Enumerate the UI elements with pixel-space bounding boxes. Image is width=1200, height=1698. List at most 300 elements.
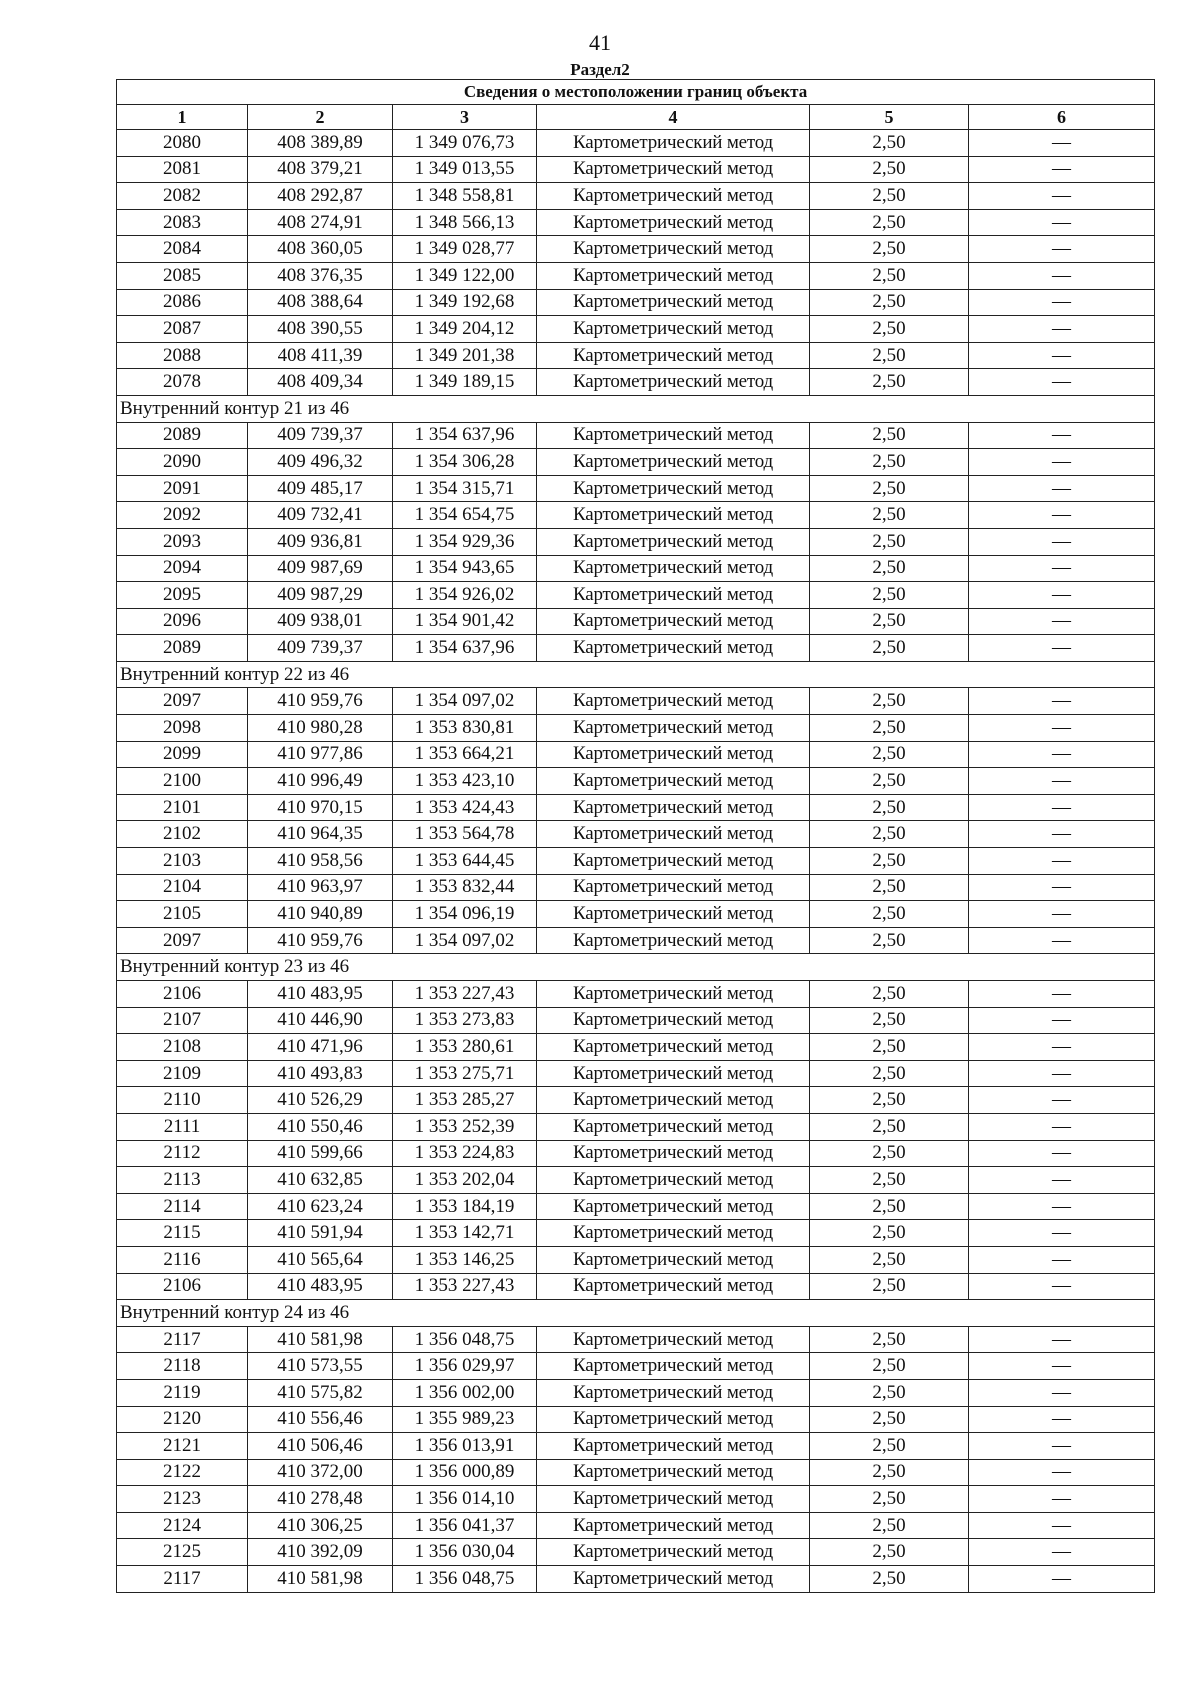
note-cell: — xyxy=(969,794,1155,821)
table-row xyxy=(117,688,1155,715)
coordinate-x-cell: 408 409,34 xyxy=(248,369,393,396)
point-number-cell: 2106 xyxy=(117,1273,248,1300)
coordinate-y-cell: 1 353 142,71 xyxy=(393,1220,537,1247)
accuracy-cell: 2,50 xyxy=(810,715,969,742)
table-row xyxy=(117,1486,1155,1513)
note-cell: — xyxy=(969,1326,1155,1353)
coordinate-y-cell: 1 353 227,43 xyxy=(393,981,537,1008)
note-cell: — xyxy=(969,608,1155,635)
method-cell: Картометрический метод xyxy=(537,528,810,555)
point-number-cell: 2108 xyxy=(117,1034,248,1061)
note-cell: — xyxy=(969,741,1155,768)
note-cell: — xyxy=(969,1406,1155,1433)
note-cell: — xyxy=(969,1034,1155,1061)
note-cell: — xyxy=(969,901,1155,928)
table-row xyxy=(117,1007,1155,1034)
accuracy-cell: 2,50 xyxy=(810,1273,969,1300)
table-row xyxy=(117,1512,1155,1539)
method-cell: Картометрический метод xyxy=(537,1246,810,1273)
table-row xyxy=(117,449,1155,476)
coordinate-y-cell: 1 356 030,04 xyxy=(393,1539,537,1566)
accuracy-cell: 2,50 xyxy=(810,528,969,555)
coordinate-x-cell: 410 483,95 xyxy=(248,981,393,1008)
accuracy-cell: 2,50 xyxy=(810,1486,969,1513)
coordinate-y-cell: 1 354 926,02 xyxy=(393,582,537,609)
table-row xyxy=(117,1566,1155,1593)
coordinate-y-cell: 1 348 558,81 xyxy=(393,183,537,210)
method-cell: Картометрический метод xyxy=(537,1034,810,1061)
point-number-cell: 2090 xyxy=(117,449,248,476)
coordinate-x-cell: 410 575,82 xyxy=(248,1379,393,1406)
method-cell: Картометрический метод xyxy=(537,1140,810,1167)
coordinate-x-cell: 409 938,01 xyxy=(248,608,393,635)
accuracy-cell: 2,50 xyxy=(810,475,969,502)
method-cell: Картометрический метод xyxy=(537,1566,810,1593)
point-number-cell: 2114 xyxy=(117,1193,248,1220)
point-number-cell: 2081 xyxy=(117,156,248,183)
coordinate-y-cell: 1 356 013,91 xyxy=(393,1433,537,1460)
accuracy-cell: 2,50 xyxy=(810,635,969,662)
coordinate-y-cell: 1 354 096,19 xyxy=(393,901,537,928)
table-row xyxy=(117,1326,1155,1353)
point-number-cell: 2097 xyxy=(117,688,248,715)
column-header: 2 xyxy=(248,105,393,130)
note-cell: — xyxy=(969,981,1155,1008)
method-cell: Картометрический метод xyxy=(537,289,810,316)
coordinate-x-cell: 408 390,55 xyxy=(248,316,393,343)
table-row xyxy=(117,1273,1155,1300)
coordinate-y-cell: 1 355 989,23 xyxy=(393,1406,537,1433)
coordinate-y-cell: 1 353 184,19 xyxy=(393,1193,537,1220)
note-cell: — xyxy=(969,1566,1155,1593)
point-number-cell: 2093 xyxy=(117,528,248,555)
point-number-cell: 2112 xyxy=(117,1140,248,1167)
method-cell: Картометрический метод xyxy=(537,1486,810,1513)
point-number-cell: 2097 xyxy=(117,927,248,954)
accuracy-cell: 2,50 xyxy=(810,1459,969,1486)
method-cell: Картометрический метод xyxy=(537,1539,810,1566)
column-header: 5 xyxy=(810,105,969,130)
note-cell: — xyxy=(969,130,1155,157)
coordinate-y-cell: 1 349 201,38 xyxy=(393,342,537,369)
coordinate-x-cell: 410 392,09 xyxy=(248,1539,393,1566)
note-cell: — xyxy=(969,342,1155,369)
coordinate-x-cell: 410 977,86 xyxy=(248,741,393,768)
point-number-cell: 2096 xyxy=(117,608,248,635)
method-cell: Картометрический метод xyxy=(537,874,810,901)
point-number-cell: 2113 xyxy=(117,1167,248,1194)
point-number-cell: 2106 xyxy=(117,981,248,1008)
method-cell: Картометрический метод xyxy=(537,794,810,821)
coordinate-x-cell: 408 411,39 xyxy=(248,342,393,369)
coordinate-y-cell: 1 354 315,71 xyxy=(393,475,537,502)
note-cell: — xyxy=(969,1007,1155,1034)
method-cell: Картометрический метод xyxy=(537,741,810,768)
note-cell: — xyxy=(969,475,1155,502)
point-number-cell: 2092 xyxy=(117,502,248,529)
note-cell: — xyxy=(969,1113,1155,1140)
accuracy-cell: 2,50 xyxy=(810,1167,969,1194)
accuracy-cell: 2,50 xyxy=(810,981,969,1008)
accuracy-cell: 2,50 xyxy=(810,289,969,316)
coordinate-x-cell: 410 550,46 xyxy=(248,1113,393,1140)
coordinate-x-cell: 410 591,94 xyxy=(248,1220,393,1247)
accuracy-cell: 2,50 xyxy=(810,209,969,236)
note-cell: — xyxy=(969,502,1155,529)
method-cell: Картометрический метод xyxy=(537,848,810,875)
point-number-cell: 2094 xyxy=(117,555,248,582)
table-row xyxy=(117,209,1155,236)
table-row xyxy=(117,1246,1155,1273)
coordinate-y-cell: 1 349 028,77 xyxy=(393,236,537,263)
coordinate-y-cell: 1 356 002,00 xyxy=(393,1379,537,1406)
note-cell: — xyxy=(969,582,1155,609)
note-cell: — xyxy=(969,1273,1155,1300)
note-cell: — xyxy=(969,1379,1155,1406)
method-cell: Картометрический метод xyxy=(537,768,810,795)
coordinate-y-cell: 1 353 224,83 xyxy=(393,1140,537,1167)
coordinate-y-cell: 1 353 146,25 xyxy=(393,1246,537,1273)
method-cell: Картометрический метод xyxy=(537,369,810,396)
table-row xyxy=(117,1167,1155,1194)
method-cell: Картометрический метод xyxy=(537,901,810,928)
table-row xyxy=(117,528,1155,555)
point-number-cell: 2107 xyxy=(117,1007,248,1034)
coordinate-x-cell: 410 573,55 xyxy=(248,1353,393,1380)
coordinate-y-cell: 1 353 202,04 xyxy=(393,1167,537,1194)
column-header: 6 xyxy=(969,105,1155,130)
point-number-cell: 2109 xyxy=(117,1060,248,1087)
note-cell: — xyxy=(969,555,1155,582)
table-row xyxy=(117,901,1155,928)
accuracy-cell: 2,50 xyxy=(810,582,969,609)
accuracy-cell: 2,50 xyxy=(810,422,969,449)
accuracy-cell: 2,50 xyxy=(810,316,969,343)
table-row xyxy=(117,608,1155,635)
point-number-cell: 2101 xyxy=(117,794,248,821)
point-number-cell: 2117 xyxy=(117,1566,248,1593)
coordinate-y-cell: 1 353 424,43 xyxy=(393,794,537,821)
accuracy-cell: 2,50 xyxy=(810,1220,969,1247)
method-cell: Картометрический метод xyxy=(537,635,810,662)
method-cell: Картометрический метод xyxy=(537,316,810,343)
note-cell: — xyxy=(969,156,1155,183)
note-cell: — xyxy=(969,316,1155,343)
accuracy-cell: 2,50 xyxy=(810,1566,969,1593)
coordinate-y-cell: 1 354 097,02 xyxy=(393,688,537,715)
column-header: 4 xyxy=(537,105,810,130)
table-row xyxy=(117,768,1155,795)
coordinate-y-cell: 1 356 000,89 xyxy=(393,1459,537,1486)
point-number-cell: 2105 xyxy=(117,901,248,928)
coordinate-x-cell: 408 389,89 xyxy=(248,130,393,157)
method-cell: Картометрический метод xyxy=(537,1273,810,1300)
note-cell: — xyxy=(969,927,1155,954)
coordinate-x-cell: 410 471,96 xyxy=(248,1034,393,1061)
point-number-cell: 2088 xyxy=(117,342,248,369)
coordinate-x-cell: 410 964,35 xyxy=(248,821,393,848)
coordinate-x-cell: 410 599,66 xyxy=(248,1140,393,1167)
accuracy-cell: 2,50 xyxy=(810,874,969,901)
table-row xyxy=(117,715,1155,742)
coordinate-y-cell: 1 354 901,42 xyxy=(393,608,537,635)
table-row xyxy=(117,183,1155,210)
coordinate-x-cell: 410 526,29 xyxy=(248,1087,393,1114)
method-cell: Картометрический метод xyxy=(537,1459,810,1486)
method-cell: Картометрический метод xyxy=(537,130,810,157)
coordinate-y-cell: 1 349 013,55 xyxy=(393,156,537,183)
table-row xyxy=(117,289,1155,316)
coordinate-x-cell: 410 581,98 xyxy=(248,1326,393,1353)
method-cell: Картометрический метод xyxy=(537,1087,810,1114)
note-cell: — xyxy=(969,1539,1155,1566)
coordinate-y-cell: 1 349 192,68 xyxy=(393,289,537,316)
coordinate-x-cell: 408 379,21 xyxy=(248,156,393,183)
coordinate-y-cell: 1 356 014,10 xyxy=(393,1486,537,1513)
accuracy-cell: 2,50 xyxy=(810,130,969,157)
accuracy-cell: 2,50 xyxy=(810,449,969,476)
coordinate-x-cell: 410 306,25 xyxy=(248,1512,393,1539)
coordinate-x-cell: 410 372,00 xyxy=(248,1459,393,1486)
table-caption: Сведения о местоположении границ объекта xyxy=(117,80,1155,105)
coordinate-x-cell: 410 581,98 xyxy=(248,1566,393,1593)
point-number-cell: 2085 xyxy=(117,262,248,289)
note-cell: — xyxy=(969,1193,1155,1220)
method-cell: Картометрический метод xyxy=(537,183,810,210)
section-title: Раздел2 xyxy=(570,60,630,79)
accuracy-cell: 2,50 xyxy=(810,369,969,396)
accuracy-cell: 2,50 xyxy=(810,688,969,715)
contour-label: Внутренний контур 22 из 46 xyxy=(117,661,1155,688)
contour-label: Внутренний контур 24 из 46 xyxy=(117,1300,1155,1327)
table-caption-row xyxy=(117,80,1155,105)
coordinate-x-cell: 410 996,49 xyxy=(248,768,393,795)
point-number-cell: 2118 xyxy=(117,1353,248,1380)
column-header: 1 xyxy=(117,105,248,130)
coordinate-x-cell: 408 376,35 xyxy=(248,262,393,289)
point-number-cell: 2104 xyxy=(117,874,248,901)
table-row xyxy=(117,794,1155,821)
coordinate-y-cell: 1 356 029,97 xyxy=(393,1353,537,1380)
coordinate-x-cell: 408 274,91 xyxy=(248,209,393,236)
coordinate-y-cell: 1 356 048,75 xyxy=(393,1326,537,1353)
accuracy-cell: 2,50 xyxy=(810,156,969,183)
contour-row xyxy=(117,1300,1155,1327)
method-cell: Картометрический метод xyxy=(537,927,810,954)
method-cell: Картометрический метод xyxy=(537,1113,810,1140)
note-cell: — xyxy=(969,209,1155,236)
table-row xyxy=(117,502,1155,529)
accuracy-cell: 2,50 xyxy=(810,821,969,848)
point-number-cell: 2119 xyxy=(117,1379,248,1406)
method-cell: Картометрический метод xyxy=(537,715,810,742)
point-number-cell: 2084 xyxy=(117,236,248,263)
method-cell: Картометрический метод xyxy=(537,821,810,848)
method-cell: Картометрический метод xyxy=(537,1060,810,1087)
table-row xyxy=(117,1034,1155,1061)
table-row xyxy=(117,130,1155,157)
table-row xyxy=(117,1220,1155,1247)
method-cell: Картометрический метод xyxy=(537,422,810,449)
accuracy-cell: 2,50 xyxy=(810,502,969,529)
table-row xyxy=(117,927,1155,954)
note-cell: — xyxy=(969,422,1155,449)
coordinate-x-cell: 410 565,64 xyxy=(248,1246,393,1273)
method-cell: Картометрический метод xyxy=(537,1326,810,1353)
table-row xyxy=(117,874,1155,901)
coordinate-x-cell: 409 496,32 xyxy=(248,449,393,476)
coordinate-y-cell: 1 354 637,96 xyxy=(393,422,537,449)
method-cell: Картометрический метод xyxy=(537,1220,810,1247)
point-number-cell: 2115 xyxy=(117,1220,248,1247)
coordinate-x-cell: 409 739,37 xyxy=(248,635,393,662)
point-number-cell: 2111 xyxy=(117,1113,248,1140)
accuracy-cell: 2,50 xyxy=(810,1060,969,1087)
coordinate-y-cell: 1 349 204,12 xyxy=(393,316,537,343)
coordinate-y-cell: 1 353 275,71 xyxy=(393,1060,537,1087)
note-cell: — xyxy=(969,183,1155,210)
note-cell: — xyxy=(969,1246,1155,1273)
contour-row xyxy=(117,954,1155,981)
table-row xyxy=(117,1087,1155,1114)
coordinate-x-cell: 410 446,90 xyxy=(248,1007,393,1034)
coordinate-x-cell: 410 963,97 xyxy=(248,874,393,901)
coordinate-x-cell: 409 987,69 xyxy=(248,555,393,582)
coordinate-y-cell: 1 348 566,13 xyxy=(393,209,537,236)
coordinate-x-cell: 409 739,37 xyxy=(248,422,393,449)
point-number-cell: 2091 xyxy=(117,475,248,502)
table-row xyxy=(117,1193,1155,1220)
method-cell: Картометрический метод xyxy=(537,688,810,715)
accuracy-cell: 2,50 xyxy=(810,1007,969,1034)
page-number: 41 xyxy=(589,30,611,55)
coordinate-y-cell: 1 353 832,44 xyxy=(393,874,537,901)
table-row xyxy=(117,981,1155,1008)
point-number-cell: 2099 xyxy=(117,741,248,768)
table-row xyxy=(117,316,1155,343)
table-row xyxy=(117,236,1155,263)
method-cell: Картометрический метод xyxy=(537,502,810,529)
note-cell: — xyxy=(969,1512,1155,1539)
note-cell: — xyxy=(969,1486,1155,1513)
method-cell: Картометрический метод xyxy=(537,156,810,183)
note-cell: — xyxy=(969,289,1155,316)
coordinate-y-cell: 1 353 644,45 xyxy=(393,848,537,875)
table-row xyxy=(117,555,1155,582)
point-number-cell: 2100 xyxy=(117,768,248,795)
point-number-cell: 2095 xyxy=(117,582,248,609)
coordinate-y-cell: 1 354 306,28 xyxy=(393,449,537,476)
method-cell: Картометрический метод xyxy=(537,1406,810,1433)
coordinate-y-cell: 1 354 929,36 xyxy=(393,528,537,555)
note-cell: — xyxy=(969,1353,1155,1380)
coordinate-x-cell: 410 483,95 xyxy=(248,1273,393,1300)
coordinate-y-cell: 1 353 227,43 xyxy=(393,1273,537,1300)
contour-label: Внутренний контур 21 из 46 xyxy=(117,395,1155,422)
table-row xyxy=(117,422,1155,449)
coordinate-y-cell: 1 356 041,37 xyxy=(393,1512,537,1539)
table-row xyxy=(117,342,1155,369)
coordinate-x-cell: 408 388,64 xyxy=(248,289,393,316)
note-cell: — xyxy=(969,821,1155,848)
coordinate-x-cell: 410 493,83 xyxy=(248,1060,393,1087)
coordinate-y-cell: 1 353 830,81 xyxy=(393,715,537,742)
accuracy-cell: 2,50 xyxy=(810,1433,969,1460)
method-cell: Картометрический метод xyxy=(537,1433,810,1460)
accuracy-cell: 2,50 xyxy=(810,1034,969,1061)
coordinate-x-cell: 410 632,85 xyxy=(248,1167,393,1194)
method-cell: Картометрический метод xyxy=(537,1512,810,1539)
point-number-cell: 2121 xyxy=(117,1433,248,1460)
table-row xyxy=(117,1433,1155,1460)
coordinate-x-cell: 410 959,76 xyxy=(248,927,393,954)
accuracy-cell: 2,50 xyxy=(810,901,969,928)
note-cell: — xyxy=(969,1060,1155,1087)
method-cell: Картометрический метод xyxy=(537,1007,810,1034)
method-cell: Картометрический метод xyxy=(537,209,810,236)
coordinate-x-cell: 408 360,05 xyxy=(248,236,393,263)
note-cell: — xyxy=(969,715,1155,742)
coordinate-x-cell: 410 623,24 xyxy=(248,1193,393,1220)
coordinate-x-cell: 410 959,76 xyxy=(248,688,393,715)
table-row xyxy=(117,1459,1155,1486)
note-cell: — xyxy=(969,1087,1155,1114)
coordinate-y-cell: 1 353 285,27 xyxy=(393,1087,537,1114)
accuracy-cell: 2,50 xyxy=(810,1379,969,1406)
table-header-row xyxy=(117,105,1155,130)
method-cell: Картометрический метод xyxy=(537,608,810,635)
coordinate-y-cell: 1 349 122,00 xyxy=(393,262,537,289)
coordinate-x-cell: 410 970,15 xyxy=(248,794,393,821)
table-row xyxy=(117,582,1155,609)
method-cell: Картометрический метод xyxy=(537,475,810,502)
coordinate-x-cell: 408 292,87 xyxy=(248,183,393,210)
table-row xyxy=(117,369,1155,396)
accuracy-cell: 2,50 xyxy=(810,342,969,369)
coordinate-x-cell: 409 485,17 xyxy=(248,475,393,502)
accuracy-cell: 2,50 xyxy=(810,555,969,582)
table-row xyxy=(117,1060,1155,1087)
point-number-cell: 2098 xyxy=(117,715,248,742)
table-row xyxy=(117,1140,1155,1167)
coordinate-x-cell: 410 278,48 xyxy=(248,1486,393,1513)
accuracy-cell: 2,50 xyxy=(810,927,969,954)
coordinate-y-cell: 1 353 273,83 xyxy=(393,1007,537,1034)
coordinate-y-cell: 1 353 280,61 xyxy=(393,1034,537,1061)
coordinate-y-cell: 1 353 564,78 xyxy=(393,821,537,848)
coordinate-y-cell: 1 353 664,21 xyxy=(393,741,537,768)
table-row xyxy=(117,635,1155,662)
accuracy-cell: 2,50 xyxy=(810,1539,969,1566)
note-cell: — xyxy=(969,1459,1155,1486)
note-cell: — xyxy=(969,369,1155,396)
method-cell: Картометрический метод xyxy=(537,1167,810,1194)
accuracy-cell: 2,50 xyxy=(810,794,969,821)
point-number-cell: 2103 xyxy=(117,848,248,875)
contour-row xyxy=(117,395,1155,422)
coordinate-y-cell: 1 354 943,65 xyxy=(393,555,537,582)
coordinate-x-cell: 410 958,56 xyxy=(248,848,393,875)
coordinate-y-cell: 1 356 048,75 xyxy=(393,1566,537,1593)
point-number-cell: 2080 xyxy=(117,130,248,157)
note-cell: — xyxy=(969,528,1155,555)
accuracy-cell: 2,50 xyxy=(810,1512,969,1539)
method-cell: Картометрический метод xyxy=(537,236,810,263)
accuracy-cell: 2,50 xyxy=(810,1193,969,1220)
method-cell: Картометрический метод xyxy=(537,582,810,609)
accuracy-cell: 2,50 xyxy=(810,848,969,875)
coordinate-x-cell: 409 936,81 xyxy=(248,528,393,555)
